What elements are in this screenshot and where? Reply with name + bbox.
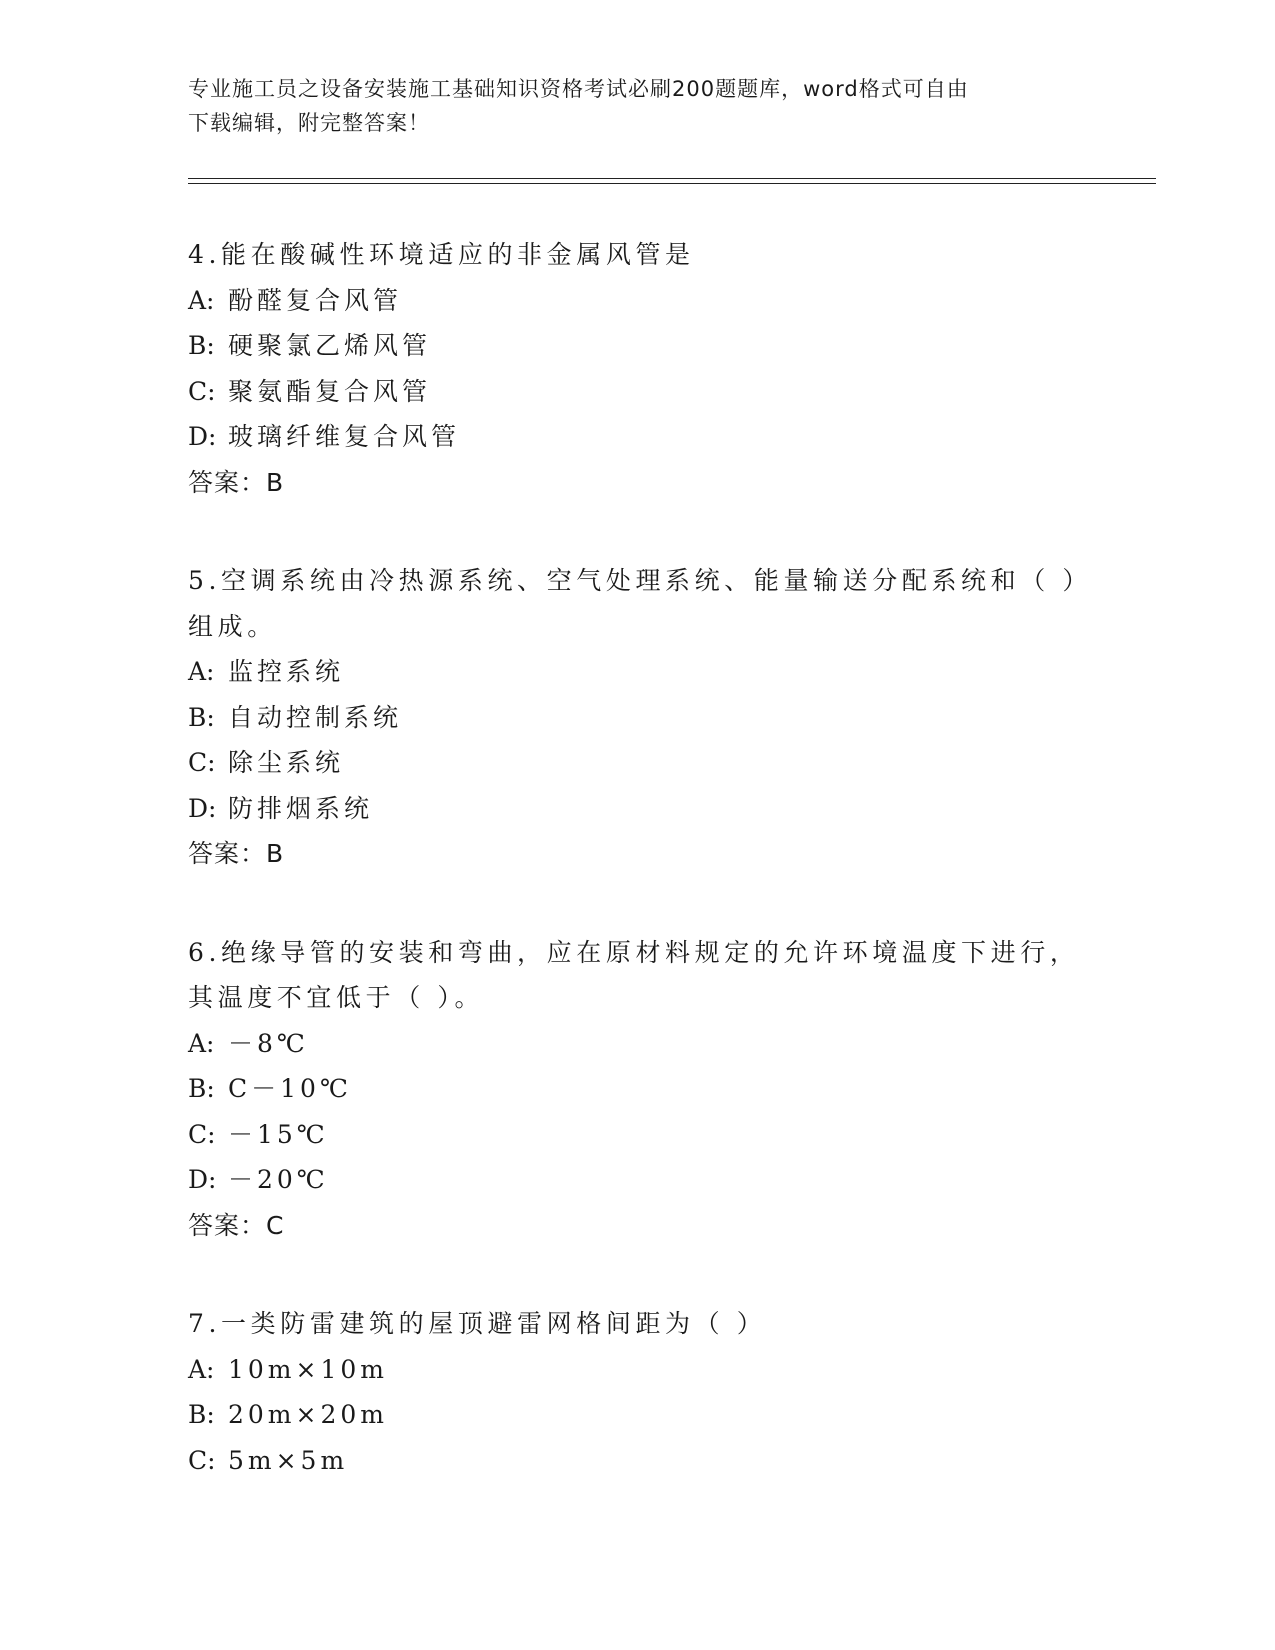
option-letter: A:: [188, 1354, 215, 1384]
header-divider-top: [188, 178, 1156, 179]
option-row: [188, 1347, 1088, 1393]
question-stem: 组成。: [188, 611, 277, 641]
option-row: [188, 786, 1088, 832]
option-letter: A:: [188, 657, 215, 686]
header-divider-bottom: [188, 183, 1156, 184]
option-text: 除尘系统: [228, 748, 345, 777]
question-stem: 7.一类防雷建筑的屋顶避雷网格间距为（ ）: [188, 1309, 767, 1338]
option-letter: C:: [188, 376, 216, 406]
option-row: [188, 740, 1088, 786]
document-header: [188, 72, 1068, 140]
option-row: [188, 1157, 1088, 1203]
option-row: [188, 1392, 1088, 1438]
answer-line: 答案：B: [188, 467, 285, 497]
option-row: [188, 1066, 1088, 1112]
option-letter: B:: [188, 1074, 215, 1103]
answer-line: 答案：B: [188, 839, 285, 868]
option-text: 聚氨酯复合风管: [228, 376, 432, 406]
option-text: 5m×5m: [228, 1445, 349, 1475]
option-text: 自动控制系统: [228, 702, 403, 732]
option-text: 酚醛复合风管: [228, 285, 403, 315]
question-stem: 4.能在酸碱性环境适应的非金属风管是: [188, 240, 695, 269]
option-letter: B:: [188, 331, 215, 360]
question-list: [188, 232, 1093, 1536]
option-row: [188, 278, 1088, 324]
question-block: [188, 558, 1093, 877]
option-text: －15℃: [228, 1119, 329, 1149]
option-letter: D:: [188, 793, 217, 823]
question-stem: 其温度不宜低于（ ）。: [188, 983, 485, 1012]
option-row: [188, 323, 1088, 369]
option-letter: D:: [188, 1165, 217, 1194]
option-text: 硬聚氯乙烯风管: [228, 331, 432, 360]
option-letter: B:: [188, 1400, 215, 1429]
option-text: 20m×20m: [228, 1400, 388, 1429]
option-letter: C:: [188, 1119, 216, 1149]
option-letter: A:: [188, 1028, 215, 1058]
option-row: [188, 695, 1088, 741]
answer-line: 答案：C: [188, 1210, 285, 1240]
option-text: 10m×10m: [228, 1354, 388, 1384]
option-letter: A:: [188, 285, 215, 315]
option-letter: B:: [188, 702, 215, 732]
option-text: 防排烟系统: [228, 793, 374, 823]
option-text: －20℃: [228, 1165, 329, 1194]
option-letter: C:: [188, 748, 216, 777]
option-row: [188, 1438, 1088, 1484]
question-block: [188, 930, 1088, 1249]
option-row: [188, 1112, 1088, 1158]
option-row: [188, 414, 1088, 460]
option-letter: D:: [188, 422, 217, 451]
option-letter: C:: [188, 1445, 216, 1475]
option-row: [188, 369, 1088, 415]
question-block: [188, 232, 1088, 505]
header-line-2: 下载编辑，附完整答案！: [188, 111, 430, 135]
option-text: －8℃: [228, 1028, 309, 1058]
option-row: [188, 1021, 1088, 1067]
question-stem: 5.空调系统由冷热源系统、空气处理系统、能量输送分配系统和（ ）: [188, 566, 1093, 595]
option-text: C－10℃: [228, 1074, 352, 1103]
question-block: [188, 1301, 1088, 1483]
option-text: 监控系统: [228, 657, 345, 686]
question-stem: 6.绝缘导管的安装和弯曲，应在原材料规定的允许环境温度下进行，: [188, 937, 1080, 967]
option-text: 玻璃纤维复合风管: [228, 422, 461, 451]
option-row: [188, 649, 1088, 695]
header-line-1: 专业施工员之设备安装施工基础知识资格考试必刷200题题库，word格式可自由: [188, 77, 969, 101]
